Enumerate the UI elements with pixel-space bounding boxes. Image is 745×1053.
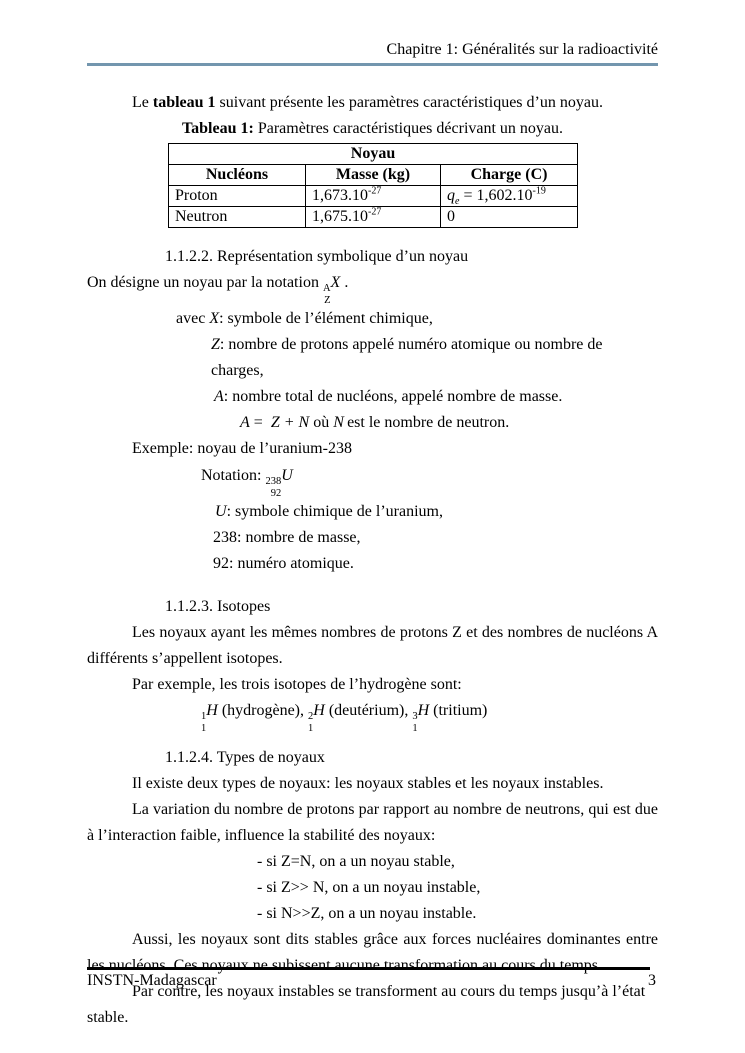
document-body bbox=[0, 90, 745, 1031]
atomic-number-line: 92: numéro atomique. bbox=[213, 555, 354, 572]
table-caption bbox=[87, 116, 658, 142]
nuclide-stack bbox=[323, 284, 331, 306]
table-header-cell: Nucléons bbox=[169, 165, 306, 186]
equation-tail: est le nombre de neutron. bbox=[343, 414, 510, 431]
chapter-title: Chapitre 1: Généralités sur la radioactivité bbox=[386, 41, 658, 58]
element-symbol: X bbox=[330, 274, 341, 291]
hydrogen-stack: 1 1 bbox=[201, 711, 207, 734]
isotopes-list-line bbox=[87, 698, 658, 734]
intro-post: suivant présente les paramètres caractéristiques d’un noyau. bbox=[215, 94, 603, 111]
table-cell: Neutron bbox=[169, 207, 306, 228]
z-definition: : nombre de protons appelé numéro atomique ou nombre de charges, bbox=[211, 336, 603, 379]
section-heading-1124: 1.1.2.4. Types de noyaux bbox=[165, 749, 325, 766]
table-row-span bbox=[169, 144, 578, 165]
equation-connector: où bbox=[309, 414, 334, 431]
equation-lhs: A bbox=[240, 414, 250, 431]
table-caption-text: Paramètres caractéristiques décrivant un noyau. bbox=[253, 120, 564, 137]
deuterium-label: (deutérium), bbox=[324, 702, 413, 719]
page-footer bbox=[87, 967, 658, 991]
x-variable: X bbox=[209, 310, 220, 327]
uranium-symbol: U bbox=[281, 467, 293, 484]
u-variable: U bbox=[215, 503, 227, 520]
avec-pre: avec bbox=[176, 310, 210, 327]
charge-symbol: q bbox=[447, 187, 455, 204]
u-definition: : symbole chimique de l’uranium, bbox=[226, 503, 443, 520]
designation-line bbox=[87, 270, 658, 306]
table-row bbox=[169, 186, 578, 207]
bullet-stable: - si Z=N, on a un noyau stable, bbox=[257, 853, 455, 870]
table-cell: 0 bbox=[441, 207, 578, 228]
table-row bbox=[169, 207, 578, 228]
types-paragraph-2: La variation du nombre de protons par rapport au nombre de neutrons, qui est due à l’interaction faible, influence la stabilité des noyaux: bbox=[87, 801, 658, 844]
uranium-stack bbox=[265, 477, 281, 499]
n-variable: N bbox=[333, 414, 344, 431]
footer-institution: INSTN-Madagascar bbox=[87, 972, 217, 989]
a-definition-line bbox=[87, 384, 658, 410]
table-span-header: Noyau bbox=[169, 144, 578, 165]
mass-exponent: -27 bbox=[368, 206, 382, 218]
parameters-table bbox=[168, 143, 578, 228]
atomic-number: Z bbox=[324, 294, 331, 306]
intro-paragraph bbox=[87, 90, 658, 116]
deuterium-stack: 2 1 bbox=[308, 711, 314, 734]
types-paragraph-1: Il existe deux types de noyaux: les noyaux stables et les noyaux instables. bbox=[132, 775, 604, 792]
types-paragraph-4: Par contre, les noyaux instables se transforment au cours du temps jusqu’à l’état stable. bbox=[87, 983, 646, 1026]
equation-rhs: Z + N bbox=[270, 414, 310, 431]
table-cell bbox=[306, 207, 441, 228]
table-cell bbox=[306, 186, 441, 207]
z-variable: Z bbox=[211, 336, 220, 353]
notation-label: Notation: bbox=[201, 467, 266, 484]
footer-row bbox=[87, 971, 658, 991]
mass-value: 1,673.10 bbox=[312, 187, 368, 204]
page-header bbox=[87, 0, 658, 66]
deuterium-symbol: H bbox=[313, 702, 325, 719]
charge-subscript: e bbox=[455, 196, 460, 208]
mass-exponent: -27 bbox=[368, 185, 382, 197]
charge-exponent: -19 bbox=[532, 185, 546, 197]
bullet-instable-n: - si N>>Z, on a un noyau instable. bbox=[257, 905, 477, 922]
designation-post: . bbox=[340, 274, 349, 291]
intro-pre: Le bbox=[132, 94, 153, 111]
intro-bold: tableau 1 bbox=[152, 94, 216, 111]
table-caption-label: Tableau 1: bbox=[181, 120, 254, 137]
a-variable: A bbox=[214, 388, 224, 405]
x-definition-line bbox=[87, 306, 658, 332]
table-header-cell: Charge (C) bbox=[441, 165, 578, 186]
example-line: Exemple: noyau de l’uranium-238 bbox=[132, 440, 352, 457]
footer-rule bbox=[87, 967, 650, 970]
table-row-headers bbox=[169, 165, 578, 186]
tritium-stack: 3 1 bbox=[412, 711, 418, 734]
isotopes-paragraph-2: Par exemple, les trois isotopes de l’hydrogène sont: bbox=[132, 676, 462, 693]
u-definition-line bbox=[87, 499, 658, 525]
mass-number: A bbox=[322, 283, 331, 294]
a-definition: : nombre total de nucléons, appelé nombre de masse. bbox=[223, 388, 563, 405]
x-definition: : symbole de l’élément chimique, bbox=[219, 310, 433, 327]
mass-value: 1,675.10 bbox=[312, 208, 368, 225]
table-cell: Proton bbox=[169, 186, 306, 207]
notation-line bbox=[87, 462, 658, 499]
table-header-cell: Masse (kg) bbox=[306, 165, 441, 186]
charge-value: = 1,602.10 bbox=[459, 187, 533, 204]
hydrogen-symbol: H bbox=[206, 702, 218, 719]
equation-line bbox=[87, 410, 658, 436]
equation-equals: = bbox=[249, 414, 271, 431]
section-heading-1123: 1.1.2.3. Isotopes bbox=[165, 598, 271, 615]
tritium-label: (tritium) bbox=[429, 702, 488, 719]
designation-pre: On désigne un noyau par la notation bbox=[87, 274, 323, 291]
bullet-instable-z: - si Z>> N, on a un noyau instable, bbox=[257, 879, 481, 896]
isotopes-paragraph-1: Les noyaux ayant les mêmes nombres de protons Z et des nombres de nucléons A différents s’appellent isotopes. bbox=[87, 624, 658, 667]
mass-number-line: 238: nombre de masse, bbox=[213, 529, 361, 546]
section-heading-1122: 1.1.2.2. Représentation symbolique d’un noyau bbox=[165, 248, 469, 265]
uranium-atomic-number: 92 bbox=[270, 487, 282, 499]
table-cell bbox=[441, 186, 578, 207]
tritium-symbol: H bbox=[417, 702, 430, 719]
z-definition-line bbox=[87, 332, 658, 384]
uranium-mass-number: 238 bbox=[265, 476, 282, 487]
page-number: 3 bbox=[648, 972, 656, 989]
types-paragraph-3: Aussi, les noyaux sont dits stables grâce aux forces nucléaires dominantes entre les nucléons. Ces noyaux ne subissent aucune transformation au cours du temps. bbox=[87, 931, 658, 974]
hydrogen-label: (hydrogène), bbox=[217, 702, 308, 719]
